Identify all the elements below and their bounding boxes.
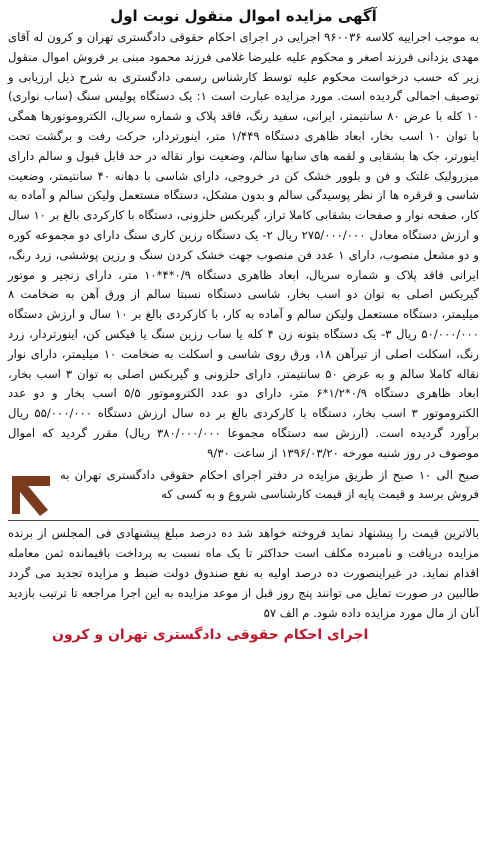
notice-title: آگهی مزایده اموال منقول نوبت اول — [110, 7, 377, 25]
notice-main-paragraph: به موجب اجراییه کلاسه ۹۶۰۰۳۶ اجرایی در اجرای احکام حقوقی دادگستری تهران و کرون له آقای مهدی یزدانی فرزند اصغر و محکوم علیه علیرضا غلامی فرزند محمود مبنی بر فروش اموال منقول زیر که حسب درخواست محکوم علیه توسط کارشناس رسمی دادگستری به شرح ذیل ارزیابی و توصیف اجمالی گردیده است. مورد مزایده عبارت است ۱: یک دستگاه پولیس سنگ (ساب نواری) ۱۰ کله با عرض ۸۰ سانتیمتر، ایرانی، سفید رنگ، فاقد پلاک و شماره سریال، الکتروموتورها همگی با توان ۱۰ اسب بخار، ابعاد ظاهری دستگاه ۱/۴۴۹ متر، اینورتردار، حرکت رفت و برگشت تحت اینورتر، جک ها بشقابی و لقمه های سابها سالم، وضعیت نوار نقاله در حد قابل قبول و سالم دارای میزرولیک غلتک و فن و بلوور خشک کن در خروجی، دارای شاسی با دهانه ۴۰ سانتیمتر، وضعیت شاسی و قرقره ها از نظر پوسیدگی سالم و بدون مشکل، دستگاه مستعمل ولیکن سالم و آماده به کار، صفحه نوار و صفحات بشقابی کاملا تراز، گیربکس حلزونی، دستگاه با کارکردی بالغ بر ۱۰ سال و ارزش دستگاه معادل ۲۷۵/۰۰۰/۰۰۰ ریال ۲- یک دستگاه رزین کاری سنگ دارای دو مجموعه کوره و دو مشعل منصوب، دارای ۱ عدد فن منصوب جهت خشک کردن سنگ و رزین پوششی، زرد رنگ، ایرانی فاقد پلاک و شماره سریال، ابعاد ظاهری دستگاه ۰/۹*۴*۱۰ متر، دارای زنجیر و موتور گیربکس اصلی به توان دو اسب بخار، شاسی دستگاه نسبتا سالم از ورق آهن به ضخامت ۸ میلیمتر، دستگاه مستعمل ولیکن سالم و آماده به کار، با کارکردی بالغ بر ۱۰ سال و ارزش دستگاه ۵۰/۰۰۰/۰۰۰ ریال ۳- یک دستگاه بتونه زن ۴ کله یا ساب رزین سنگ یا فیکس کن، اینورتردار، زرد رنگ، اسکلت اصلی از تیرآهن ۱۸، ورق روی شاسی و اسکلت به ضخامت ۱۰ میلیمتر، دارای نوار نقاله کاملا سالم و به عرض ۵۰ سانتیمتر، دارای حلزونی و گیربکس اصلی به توان ۳ اسب بخار، ابعاد ظاهری دستگاه ۰/۹*۱/۲*۶ متر، دارای دو عدد الکتروموتور ۵/۵ اسب بخار و دو عدد الکتروموتور ۳ اسب بخار، دستگاه با کارکردی بالغ بر ده سال ارزش دستگاه ۵۵/۰۰۰/۰۰۰ ریال برآورد گردیده است. (ارزش سه دستگاه مجموعا ۳۸۰/۰۰۰/۰۰۰ ریال) مقرر گردید که اموال موصوف در روز شنبه مورخه ۱۳۹۶/۰۳/۲۰ از ساعت ۹/۳۰ — [8, 30, 480, 460]
notice-footer-signature: اجرای احکام حقوقی دادگستری تهران و کرون — [52, 626, 369, 643]
brown-arrow-mark-icon — [8, 472, 54, 518]
notice-end-paragraph: بالاترین قیمت را پیشنهاد نماید فروخته خواهد شد ده درصد مبلغ پیشنهادی فی المجلس از برنده مزایده دریافت و نامبرده مکلف است حداکثر تا یک ماه نسبت به پرداخت باقیمانده ثمن معامله اقدام نماید. در غیراینصورت ده درصد اولیه به نفع صندوق دولت ضبط و مزایده تجدید می گردد طالبین در صورت تمایل می توانند پنج روز قبل از موعد مزایده به این اجرا مراجعه تا ترتیب بازدید آنان از مال مورد مزایده داده شود. م الف ۵۷ — [8, 525, 479, 620]
notice-schedule-paragraph: صبح الی ۱۰ صبح از طریق مزایده در دفتر اجرای احکام حقوقی دادگستری تهران به فروش برسد و قیمت پایه از قیمت کارشناسی شروع و به کسی که — [60, 467, 479, 502]
separator-line — [8, 520, 479, 521]
notice-middle-row — [8, 466, 479, 518]
